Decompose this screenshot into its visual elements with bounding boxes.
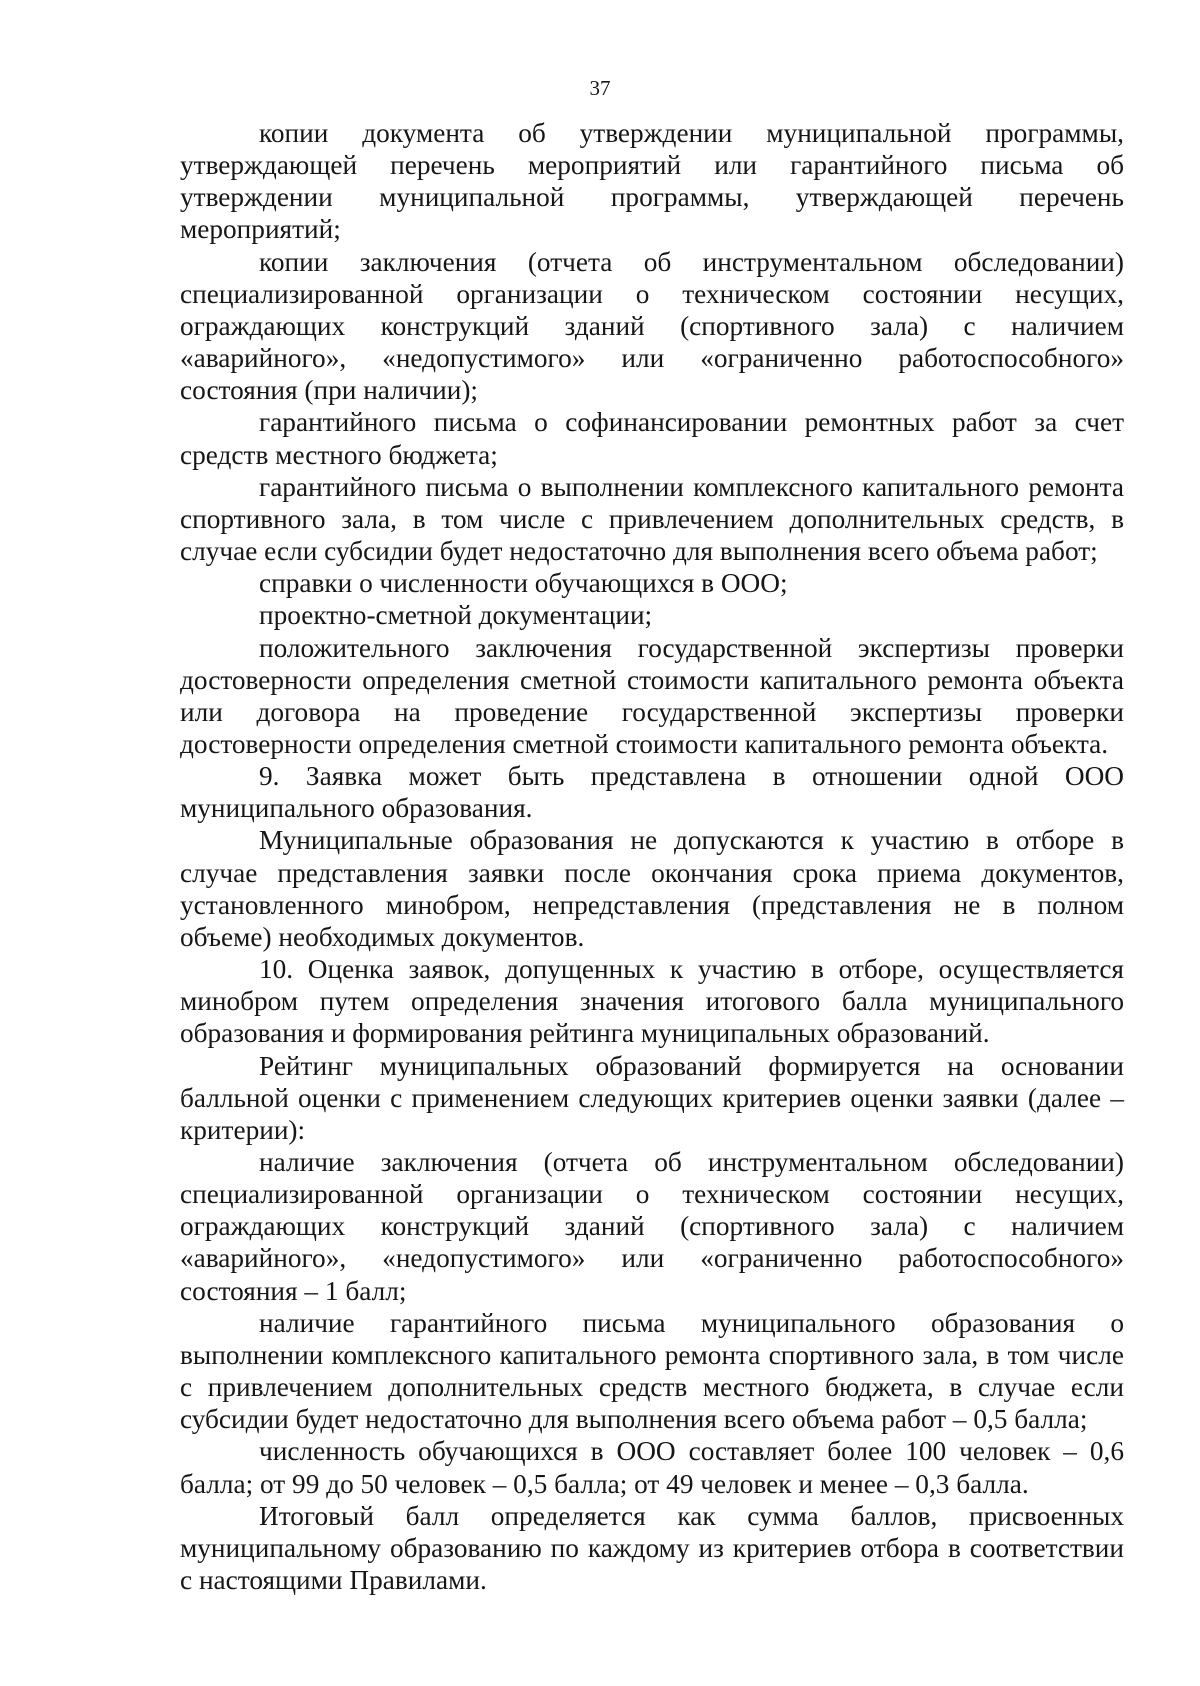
- document-body: [180, 117, 1124, 1596]
- paragraph-rating-criteria: Рейтинг муниципальных образований формируется на основании балльной оценки с применением следующих критериев оценки заявки (далее – критерии):: [180, 1050, 1124, 1145]
- paragraph-criterion-inspection: наличие заключения (отчета об инструментальном обследовании) специализированной организации о техническом состоянии несущих, ограждающих конструкций зданий (спортивного зала) с наличием «аварийного», «недопустимого» или «ограниченно работоспособного» состояния – 1 балл;: [180, 1147, 1124, 1306]
- paragraph-clause-9: 9. Заявка может быть представлена в отношении одной ООО муниципального образования.: [180, 761, 1124, 824]
- paragraph-student-count-certificate: справки о численности обучающихся в ООО;: [259, 568, 788, 599]
- paragraph-criterion-guarantee-letter: наличие гарантийного письма муниципального образования о выполнении комплексного капитального ремонта спортивного зала, в том числе с привлечением дополнительных средств местного бюджета, в случае если субсидии будет недостаточно для выполнения всего объема работ – 0,5 балла;: [180, 1307, 1124, 1435]
- paragraph-criterion-student-count: численность обучающихся в ООО составляет более 100 человек – 0,6 балла; от 99 до 50 человек – 0,5 балла; от 49 человек и менее – 0,3 балла.: [180, 1436, 1124, 1499]
- paragraph-clause-10: 10. Оценка заявок, допущенных к участию в отборе, осуществляется минобром путем определения значения итогового балла муниципального образования и формирования рейтинга муниципальных образований.: [180, 954, 1124, 1049]
- paragraph-program-document: копии документа об утверждении муниципальной программы, утверждающей перечень мероприятий или гарантийного письма об утверждении муниципальной программы, утверждающей перечень мероприятий;: [180, 118, 1124, 245]
- paragraph-cofinancing-letter: гарантийного письма о софинансировании ремонтных работ за счет средств местного бюджета;: [180, 407, 1124, 470]
- paragraph-inspection-report: копии заключения (отчета об инструментальном обследовании) специализированной организации о техническом состоянии несущих, ограждающих конструкций зданий (спортивного зала) с наличием «аварийного», «недопустимого» или «ограниченно работоспособного» состояния (при наличии);: [180, 246, 1124, 406]
- paragraph-admission-refusal: Муниципальные образования не допускаются к участию в отборе в случае представления заявки после окончания срока приема документов, установленного минобром, непредставления (представления не в полном объеме) необходимых документов.: [180, 825, 1124, 952]
- paragraph-final-score: Итоговый балл определяется как сумма баллов, присвоенных муниципальному образованию по каждому из критериев отбора в соответствии с настоящими Правилами.: [180, 1500, 1124, 1596]
- page-number: 37: [589, 76, 611, 100]
- paragraph-state-expertise: положительного заключения государственной экспертизы проверки достоверности определения сметной стоимости капитального ремонта объекта или договора на проведение государственной экспертизы проверки достоверности определения сметной стоимости капитального ремонта объекта.: [180, 632, 1124, 759]
- paragraph-repair-guarantee-letter: гарантийного письма о выполнении комплексного капитального ремонта спортивного зала, в том числе с привлечением дополнительных средств, в случае если субсидии будет недостаточно для выполнения всего объема работ;: [180, 471, 1124, 567]
- paragraph-design-documentation: проектно-сметной документации;: [259, 600, 653, 631]
